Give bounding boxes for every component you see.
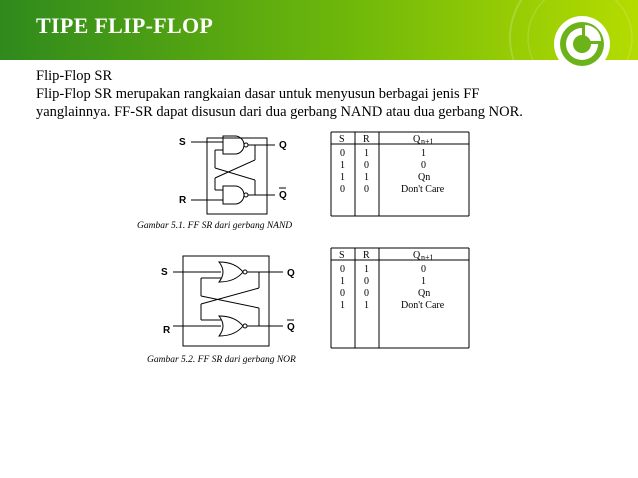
table-cell: 1: [364, 300, 369, 311]
table-cell: 0: [421, 264, 426, 275]
table-header-sub: n+1: [421, 137, 434, 146]
input-s-label: S: [179, 137, 186, 148]
table-cell: 1: [421, 148, 426, 159]
table-cell: Qn: [418, 288, 431, 299]
table-header-s: S: [339, 134, 345, 145]
output-q-label: Q: [287, 268, 295, 279]
table-header-r: R: [363, 134, 370, 145]
table-cell: 0: [364, 288, 369, 299]
table-cell: 0: [340, 148, 345, 159]
table-header-r: R: [363, 250, 370, 261]
slide-title: TIPE FLIP-FLOP: [36, 13, 214, 38]
table-cell: 1: [364, 172, 369, 183]
table-cell: 0: [364, 276, 369, 287]
table-cell: 1: [340, 300, 345, 311]
subtitle: Flip-Flop SR: [36, 68, 113, 84]
table-cell: 1: [364, 264, 369, 275]
nand-circuit-diagram: [135, 128, 470, 236]
header-banner: [0, 0, 638, 60]
table-cell: 0: [364, 184, 369, 195]
figure-nand-sr: [135, 128, 470, 236]
table-cell: 1: [340, 276, 345, 287]
output-qbar-label: Q: [279, 190, 287, 201]
table-header-q: Q: [413, 134, 421, 145]
table-header-sub: n+1: [421, 253, 434, 262]
figure-nor-sr: [135, 244, 470, 368]
table-cell: 0: [340, 184, 345, 195]
green-circle-logo-icon: [552, 14, 612, 74]
nor-circuit-diagram: [135, 244, 470, 368]
output-q-label: Q: [279, 140, 287, 151]
table-cell: 0: [340, 288, 345, 299]
table-cell: 0: [364, 160, 369, 171]
table-cell: Don't Care: [401, 184, 445, 195]
input-s-label: S: [161, 267, 168, 278]
table-cell: Don't Care: [401, 300, 445, 311]
input-r-label: R: [179, 195, 187, 206]
table-header-s: S: [339, 250, 345, 261]
table-cell: 0: [421, 160, 426, 171]
input-r-label: R: [163, 325, 171, 336]
table-cell: 1: [421, 276, 426, 287]
table-cell: 0: [340, 264, 345, 275]
description-line-2: yanglainnya. FF-SR dapat disusun dari dua gerbang NAND atau dua gerbang NOR.: [36, 104, 523, 120]
output-qbar-label: Q: [287, 322, 295, 333]
figure-caption: Gambar 5.2. FF SR dari gerbang NOR: [147, 355, 296, 365]
table-cell: 1: [340, 172, 345, 183]
table-cell: 1: [364, 148, 369, 159]
description-line-1: Flip-Flop SR merupakan rangkaian dasar untuk menyusun berbagai jenis FF: [36, 86, 480, 102]
figure-caption: Gambar 5.1. FF SR dari gerbang NAND: [137, 221, 293, 231]
table-cell: Qn: [418, 172, 431, 183]
table-header-q: Q: [413, 250, 421, 261]
table-cell: 1: [340, 160, 345, 171]
